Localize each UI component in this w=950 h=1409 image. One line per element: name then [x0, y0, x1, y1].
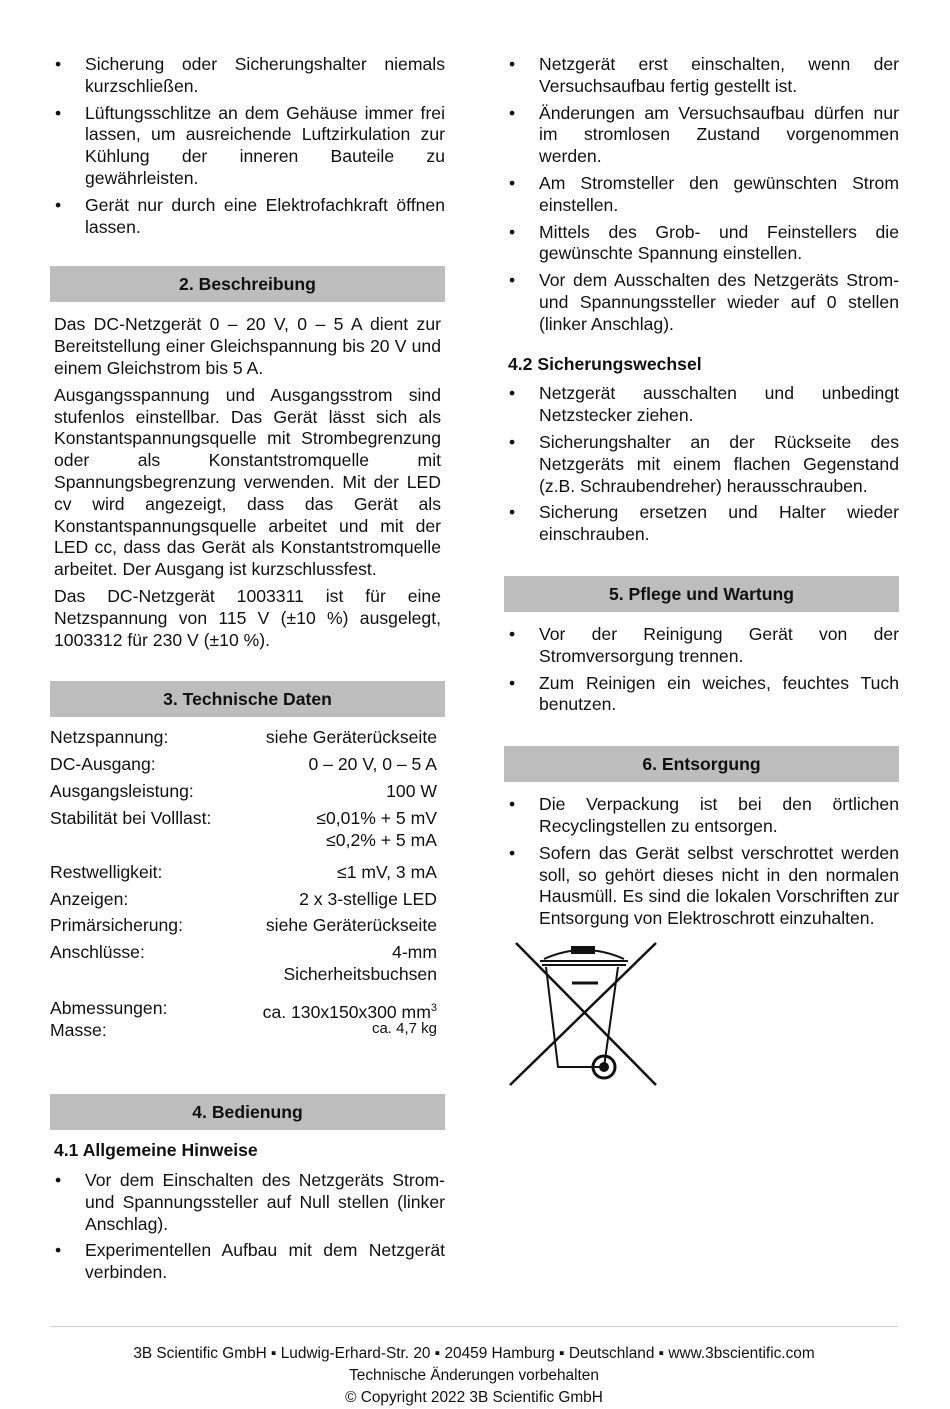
dimensions-block — [50, 998, 437, 1046]
spec-value-line2: ≤0,2% + 5 mA — [326, 829, 437, 850]
list-item: • Vor der Reinigung Gerät von der Stromversorgung trennen. — [504, 624, 899, 668]
spec-table — [50, 727, 437, 996]
section-heading-pflege: 5. Pflege und Wartung — [504, 576, 899, 612]
paragraph: Ausgangsspannung und Ausgangsstrom sind stufenlos einstellbar. Das Gerät lässt sich als Konstantspannungsquelle mit Strombegrenzung oder als Konstantstromquelle mit Spannungsbegrenzung verwenden. Mit der LED cv wird angezeigt, dass das Gerät als Konstantspannungsquelle arbeitet und mit der LED cc, dass das Gerät als Konstantstromquelle arbeitet. Der Ausgang ist kurzschlussfest. — [54, 384, 441, 580]
list-item: • Sicherung oder Sicherungshalter niemals kurzschließen. — [50, 54, 445, 98]
section-heading-technische-daten: 3. Technische Daten — [50, 681, 445, 717]
spec-row — [50, 754, 437, 781]
entsorgung-list — [504, 794, 899, 930]
bedienung-list-continued — [504, 54, 899, 336]
spec-row — [50, 942, 437, 996]
list-item: • Netzgerät erst einschalten, wenn der Versuchsaufbau fertig gestellt ist. — [504, 54, 899, 98]
list-item: • Sofern das Gerät selbst verschrottet werden soll, so gehört dieses nicht in den normalen Hausmüll. Es sind die lokalen Vorschriften zur Entsorgung von Elektroschrott einzuhalten. — [504, 843, 899, 930]
left-column — [50, 54, 445, 1289]
footer-copyright: © Copyright 2022 3B Scientific GmbH — [345, 1389, 603, 1406]
safety-list — [50, 54, 445, 238]
spec-value: 2 x 3-stellige LED — [299, 888, 437, 909]
list-item: • Sicherung ersetzen und Halter wieder einschrauben. — [504, 502, 899, 546]
spec-label: DC-Ausgang: — [50, 754, 156, 775]
sicherungswechsel-list — [504, 383, 899, 546]
spec-row — [50, 862, 437, 889]
list-item: • Lüftungsschlitze an dem Gehäuse immer frei lassen, um ausreichende Luftzirkulation zur Kühlung der inneren Bauteile zu gewährleisten. — [50, 103, 445, 190]
list-item: • Die Verpackung ist bei den örtlichen Recyclingstellen zu entsorgen. — [504, 794, 899, 838]
spec-label: Stabilität bei Volllast: — [50, 807, 212, 828]
spec-value: ≤0,01% + 5 mV ≤0,2% + 5 mA — [238, 808, 437, 862]
section-heading-beschreibung: 2. Beschreibung — [50, 266, 445, 302]
paragraph: Das DC-Netzgerät 1003311 ist für eine Netzspannung von 115 V (±10 %) ausgelegt, 1003312 für 230 V (±10 %). — [54, 585, 441, 650]
spec-label: Netzspannung: — [50, 727, 169, 748]
pflege-list — [504, 624, 899, 716]
sub-heading-allgemeine-hinweise: 4.1 Allgemeine Hinweise — [54, 1140, 258, 1161]
spec-label: Anzeigen: — [50, 888, 129, 909]
mass-label: Masse: — [50, 1020, 107, 1041]
spec-label: Anschlüsse: — [50, 942, 145, 963]
spec-row — [50, 808, 437, 862]
footer-notice: Technische Änderungen vorbehalten — [349, 1367, 599, 1384]
section-heading-bedienung: 4. Bedienung — [50, 1094, 445, 1130]
spec-label: Primärsicherung: — [50, 915, 183, 936]
bedienung-list — [50, 1170, 445, 1284]
paragraph: Das DC-Netzgerät 0 – 20 V, 0 – 5 A dient zur Bereitstellung einer Gleichspannung bis 20 V und einem Gleichstrom bis 5 A. — [54, 314, 441, 378]
dimensions-superscript: 3 — [430, 1002, 437, 1015]
spec-value: 100 W — [386, 780, 437, 801]
spec-value: 0 – 20 V, 0 – 5 A — [308, 754, 437, 775]
section-heading-entsorgung: 6. Entsorgung — [504, 746, 899, 782]
list-item: • Sicherungshalter an der Rückseite des Netzgeräts mit einem flachen Gegenstand (z.B. Schraubendreher) herausschrauben. — [504, 432, 899, 497]
spec-label: Restwelligkeit: — [50, 861, 163, 882]
page-footer — [50, 1326, 898, 1409]
sub-heading-sicherungswechsel: 4.2 Sicherungswechsel — [508, 353, 702, 374]
spec-row — [50, 727, 437, 754]
spec-label: Ausgangsleistung: — [50, 780, 194, 801]
list-item: • Experimentellen Aufbau mit dem Netzgerät verbinden. — [50, 1240, 445, 1284]
list-item: • Vor dem Ausschalten des Netzgeräts Strom- und Spannungssteller wieder auf 0 stellen (linker Anschlag). — [504, 270, 899, 335]
list-item: • Netzgerät ausschalten und unbedingt Netzstecker ziehen. — [504, 383, 899, 427]
spec-value: siehe Geräterückseite — [265, 727, 437, 748]
spec-value: ≤1 mV, 3 mA — [337, 861, 437, 882]
list-item: • Am Stromsteller den gewünschten Strom einstellen. — [504, 173, 899, 217]
list-item: • Vor dem Einschalten des Netzgeräts Strom- und Spannungssteller auf Null stellen (linker Anschlag). — [50, 1170, 445, 1235]
footer-address: 3B Scientific GmbH ▪ Ludwig-Erhard-Str. 20 ▪ 20459 Hamburg ▪ Deutschland ▪ www.3bscientific.com — [133, 1345, 815, 1362]
dimensions-value: ca. 130x150x300 $mm^3$ — [262, 1001, 437, 1022]
dimensions-label: Abmessungen: — [50, 998, 168, 1019]
list-item: • Änderungen am Versuchsaufbau dürfen nur im stromlosen Zustand vorgenommen werden. — [504, 103, 899, 168]
list-item: • Zum Reinigen ein weiches, feuchtes Tuch benutzen. — [504, 673, 899, 717]
spec-value: siehe Geräterückseite — [265, 915, 437, 936]
spec-row — [50, 915, 437, 942]
right-column — [504, 54, 899, 1093]
crossed-out-wheelie-bin-icon — [506, 935, 899, 1093]
list-item: • Mittels des Grob- und Feinstellers die gewünschte Spannung einstellen. — [504, 222, 899, 266]
spec-row — [50, 781, 437, 808]
spec-value: 4-mm Sicherheitsbuchsen — [238, 942, 437, 996]
spec-value-line2: Sicherheitsbuchsen — [283, 963, 437, 984]
list-item: • Gerät nur durch eine Elektrofachkraft öffnen lassen. — [50, 195, 445, 239]
beschreibung-body — [50, 314, 445, 651]
spec-row — [50, 889, 437, 916]
mass-value: ca. 4,7 kg — [371, 1020, 437, 1038]
